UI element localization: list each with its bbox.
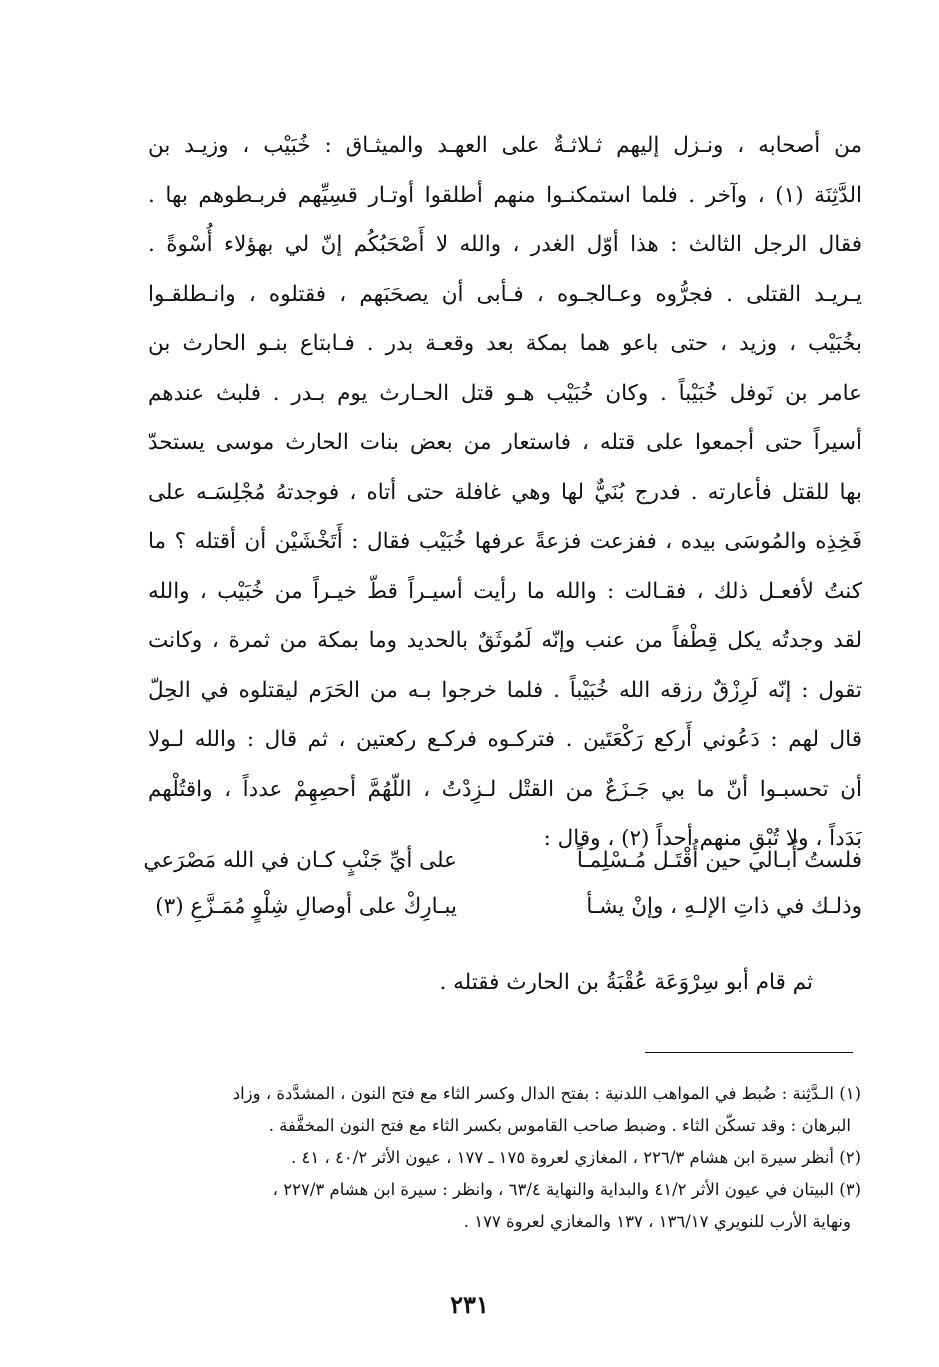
footnote-line: البرهان : وقد تسكّن الثاء . وضبط صاحب القاموس بكسر الثاء مع فتح النون المخفَّفة . xyxy=(268,1116,851,1135)
text-line: كنتُ لأفعـل ذلك ، فقـالت : والله ما رأيت أسيـراً قطّ خيـراً من خُبَيْب ، والله xyxy=(148,578,862,604)
verse-first-hemistich: وذلـك في ذاتِ الإلـهِ ، وإنْ يشـأ xyxy=(586,894,862,919)
text-line: أن تحسبـوا أنّ ما بي جَـزَعٌ من القتْل لـزِدْتُ ، اللّهُمَّ أحصِهِمْ عدداً ، واقتُلْهم xyxy=(148,776,862,802)
footnote-line: (٣) البيتان في عيون الأثر ٤١/٢ والبداية والنهاية ٦٣/٤ ، وانظر : سيرة ابن هشام ٢٢٧/٣ ، xyxy=(272,1180,861,1199)
text-line: أسيراً حتى أجمعوا على قتله ، فاستعار من بعض بنات الحارث موسى يستحدّ xyxy=(148,430,862,455)
footnote-line: (٢) أنظر سيرة ابن هشام ٢٢٦/٣ ، المغازي لعروة ١٧٥ ـ ١٧٧ ، عيون الأثر ٤٠/٢ ، ٤١ . xyxy=(291,1148,861,1167)
verse-first-hemistich: فلستُ أُبـالي حين أُقْتَـل مُـسْلِمـاً xyxy=(576,848,862,873)
footnotes xyxy=(155,1078,861,1238)
verse-line xyxy=(143,838,862,884)
text-line: من أصحابه ، ونـزل إليهم ثـلاثـةٌ على العهـد والميثـاق : خُبَيْب ، وزيـد بن xyxy=(148,133,862,158)
footnote-separator xyxy=(645,1052,853,1053)
text-line: بخُبَيْب ، وزيد ، حتى باعو هما بمكة بعد وقعـة بدر . فـابتاع بنـو الحارث بن xyxy=(148,331,862,356)
text-line: فَخِذِه والمُوسَى بيده ، ففزعت فزعةً عرفها خُبَيْب فقال : أَتَخْشَيْن أن أقتله ؟ ما xyxy=(148,529,862,554)
text-line: تقول : إنّه لَرِزْقٌ رزقه الله خُبَيْباً . فلما خرجوا بـه من الحَرَم ليقتلوه في الحِلّ xyxy=(148,677,862,703)
verse-second-hemistich: يبـارِكْ على أوصالِ شِلْوٍ مُمَـزَّعِ (٣) xyxy=(155,894,457,919)
text-line: لقد وجدتُه يكل قِطْفاً من عنب وإنّه لَمُوثَقٌ بالحديد وما بمكة من ثمرة ، وكانت xyxy=(148,628,862,653)
main-text xyxy=(148,121,862,864)
text-line: يـريـد القتلى . فجرُّوه وعـالجـوه ، فـأبى أن يصحَبَهم ، فقتلوه ، وانـطلقـوا xyxy=(148,281,862,307)
verse-line xyxy=(150,884,862,930)
text-line: بَدَداً ، ولا تُبْقِ منهم أحداً (٢) ، وقال : xyxy=(543,826,862,851)
footnote-line: (١) الـدَّثِنة : ضُبط في المواهب اللدنية : بفتح الدال وكسر الثاء مع فتح النون ، المشدَّدة ، وزاد xyxy=(232,1084,861,1103)
text-line: قال لهم : دَعُوني أَركع رَكْعَتَين . فتركـوه فركـع ركعتين ، ثم قال : والله لـولا xyxy=(148,727,862,752)
text-line: بها للقتل فأعارته . فدرج بُنَيٌّ لها وهي غافلة حتى أتاه ، فوجدتهُ مُجْلِسَـه على xyxy=(148,479,862,505)
verse-second-hemistich: على أيِّ جَنْبٍ كـان في الله مَصْرَعي xyxy=(143,848,457,873)
text-line: فقال الرجل الثالث : هذا أوّل الغدر ، والله لا أَصْحَبُكُم إنّ لي بهؤلاء أُسْوةً . xyxy=(148,232,862,257)
poem-verses xyxy=(143,838,862,930)
closing-line: ثم قام أبو سِرْوَعَة عُقْبَةُ بن الحارث فقتله . xyxy=(439,970,813,995)
text-line: الدَّثِنَة (١) ، وآخر . فلما استمكنـوا منهم أطلقوا أوتـار قسِيِّهم فربـطوهم بها . xyxy=(148,182,862,208)
footnote-line: ونهاية الأرب للنويري ١٣٦/١٧ ، ١٣٧ والمغازي لعروة ١٧٧ . xyxy=(463,1212,851,1231)
text-line: عامر بن نَوفل خُبَيْباً . وكان خُبَيْب هـو قتل الحـارث يوم بـدر . فلبث عندهم xyxy=(148,380,862,406)
page-number: ٢٣١ xyxy=(450,1290,489,1319)
